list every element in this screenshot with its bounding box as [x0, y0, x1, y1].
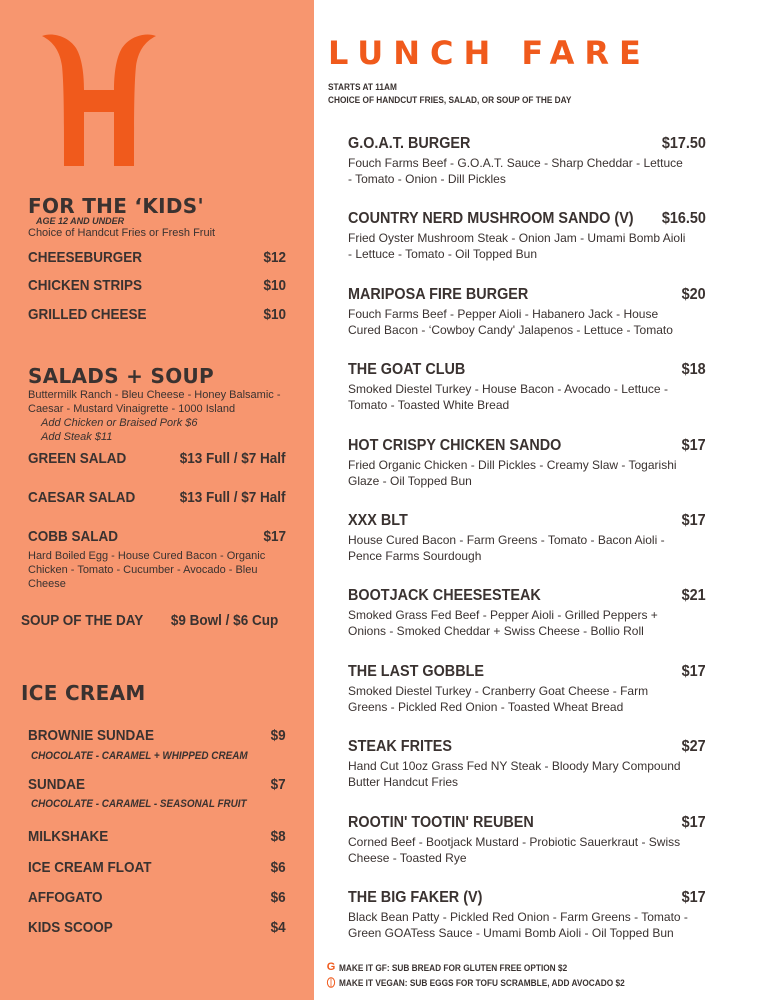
icecream-item-name: BROWNIE SUNDAE	[28, 727, 155, 744]
menu-item	[348, 889, 708, 941]
icecream-item-name: AFFOGATO	[28, 889, 103, 906]
salads-add-steak: Add Steak $11	[41, 431, 113, 443]
menu-item	[348, 135, 708, 187]
cobb-salad-desc: Hard Boiled Egg - House Cured Bacon - Organic Chicken - Tomato - Cucumber - Avocado - Bleu Cheese	[28, 550, 266, 590]
menu-item-desc: Corned Beef - Bootjack Mustard - Probiotic Sauerkraut - Swiss Cheese - Toasted Rye	[348, 835, 681, 865]
lunch-title: LUNCH FARE	[328, 34, 651, 72]
salad-item-name: COBB SALAD	[28, 528, 118, 545]
menu-item	[348, 814, 708, 866]
menu-item-desc: Smoked Diestel Turkey - Cranberry Goat Cheese - Farm Greens - Pickled Red Onion - Toasted Wheat Bread	[348, 684, 649, 714]
lunch-choice: CHOICE OF HANDCUT FRIES, SALAD, OR SOUP OF THE DAY	[328, 95, 572, 105]
kids-item-price: $10	[263, 277, 286, 294]
menu-item-desc: Fried Oyster Mushroom Steak - Onion Jam - Umami Bomb Aioli - Lettuce - Tomato - Oil Topped Bun	[348, 231, 686, 261]
menu-item-price: $18	[681, 361, 706, 378]
menu-item-price: $17.50	[661, 135, 706, 152]
icecream-item-sub: CHOCOLATE - CARAMEL + WHIPPED CREAM	[31, 750, 248, 762]
gluten-free-icon: G	[326, 961, 336, 973]
icecream-title: ICE CREAM	[21, 681, 146, 705]
kids-item-name: CHICKEN STRIPS	[28, 277, 143, 294]
salads-title: SALADS + SOUP	[28, 364, 214, 388]
menu-item-name: ROOTIN' TOOTIN' REUBEN	[348, 814, 534, 831]
menu-item-price: $17	[681, 512, 706, 529]
icecream-item-name: MILKSHAKE	[28, 828, 109, 845]
kids-item-name: GRILLED CHEESE	[28, 306, 147, 323]
menu-item-desc: Fouch Farms Beef - Pepper Aioli - Habanero Jack - House Cured Bacon - ‘Cowboy Candy' Jalapenos - Lettuce - Tomato	[348, 307, 673, 337]
icecream-item-name: SUNDAE	[28, 776, 86, 793]
kids-age: AGE 12 AND UNDER	[36, 216, 125, 226]
menu-item-name: HOT CRISPY CHICKEN SANDO	[348, 437, 562, 454]
vegan-price: $2	[615, 977, 625, 988]
h-horns-logo-icon	[38, 30, 160, 170]
salads-add-chicken: Add Chicken or Braised Pork $6	[41, 417, 198, 429]
icecream-item-sub: CHOCOLATE - CARAMEL - SEASONAL FRUIT	[31, 798, 247, 810]
menu-item-desc: Fouch Farms Beef - G.O.A.T. Sauce - Sharp Cheddar - Lettuce - Tomato - Onion - Dill Pickles	[348, 156, 683, 186]
icecream-item-price: $7	[270, 776, 286, 793]
salad-item-name: GREEN SALAD	[28, 450, 127, 467]
menu-item-name: XXX BLT	[348, 512, 408, 529]
menu-item-price: $16.50	[661, 210, 706, 227]
menu-item-name: STEAK FRITES	[348, 738, 453, 755]
menu-item-desc: Smoked Grass Fed Beef - Pepper Aioli - Grilled Peppers + Onions - Smoked Cheddar + Swiss Cheese - Bollio Roll	[348, 608, 658, 638]
menu-item-desc: Black Bean Patty - Pickled Red Onion - Farm Greens - Tomato - Green GOATess Sauce - Umami Bomb Aioli - Oil Topped Bun	[348, 910, 688, 940]
icecream-item-name: ICE CREAM FLOAT	[28, 859, 152, 876]
menu-item-name: BOOTJACK CHEESESTEAK	[348, 587, 541, 604]
kids-item-name: CHEESEBURGER	[28, 249, 143, 266]
kids-title: FOR THE ‘KIDS'	[28, 194, 204, 218]
soup-price: $9 Bowl / $6 Cup	[170, 612, 278, 629]
menu-item-name: THE LAST GOBBLE	[348, 663, 484, 680]
menu-item-name: THE BIG FAKER (V)	[348, 889, 483, 906]
menu-item-price: $17	[681, 663, 706, 680]
vegan-note	[326, 977, 650, 988]
menu-item-name: THE GOAT CLUB	[348, 361, 466, 378]
gf-note	[326, 962, 587, 973]
menu-item-name: COUNTRY NERD MUSHROOM SANDO (V)	[348, 210, 634, 227]
menu-item	[348, 738, 708, 790]
kids-item-price: $10	[263, 306, 286, 323]
gf-text: MAKE IT GF: SUB BREAD FOR GLUTEN FREE OPTION	[339, 962, 556, 973]
salads-dressings: Buttermilk Ranch - Bleu Cheese - Honey Balsamic - Caesar - Mustard Vinaigrette - 1000 Island	[28, 389, 281, 415]
icecream-item-price: $8	[270, 828, 286, 845]
menu-item-price: $20	[681, 286, 706, 303]
menu-item	[348, 361, 708, 413]
vegan-leaf-icon	[326, 977, 336, 988]
lunch-starts: STARTS AT 11AM	[328, 82, 397, 92]
menu-item-price: $27	[681, 738, 706, 755]
menu-item	[348, 512, 708, 564]
menu-item-desc: Fried Organic Chicken - Dill Pickles - Creamy Slaw - Togarishi Glaze - Oil Topped Bun	[348, 458, 677, 488]
menu-item	[348, 663, 708, 715]
menu-item-price: $17	[681, 814, 706, 831]
vegan-text: MAKE IT VEGAN: SUB EGGS FOR TOFU SCRAMBLE, ADD AVOCADO	[339, 977, 614, 988]
menu-item-name: G.O.A.T. BURGER	[348, 135, 471, 152]
icecream-item-price: $6	[270, 889, 286, 906]
salad-item-price: $13 Full / $7 Half	[180, 489, 286, 506]
salad-item-price: $17	[263, 528, 286, 545]
icecream-item-price: $9	[270, 727, 286, 744]
icecream-item-price: $6	[270, 859, 286, 876]
menu-item-desc: Smoked Diestel Turkey - House Bacon - Avocado - Lettuce - Tomato - Toasted White Bread	[348, 382, 668, 412]
menu-item-price: $17	[681, 437, 706, 454]
menu-item	[348, 437, 708, 489]
menu-item-price: $21	[681, 587, 706, 604]
menu-item-desc: Hand Cut 10oz Grass Fed NY Steak - Bloody Mary Compound Butter Handcut Fries	[348, 759, 681, 789]
menu-item	[348, 210, 708, 262]
menu-item-name: MARIPOSA FIRE BURGER	[348, 286, 529, 303]
menu-item	[348, 587, 708, 639]
soup-name: SOUP OF THE DAY	[21, 612, 144, 629]
menu-item-desc: House Cured Bacon - Farm Greens - Tomato - Bacon Aioli - Pence Farms Sourdough	[348, 533, 665, 563]
kids-choice: Choice of Handcut Fries or Fresh Fruit	[28, 227, 216, 239]
menu-item-price: $17	[681, 889, 706, 906]
icecream-item-price: $4	[270, 919, 286, 936]
menu-item	[348, 286, 708, 338]
salad-item-price: $13 Full / $7 Half	[180, 450, 286, 467]
gf-price: $2	[557, 962, 568, 973]
kids-item-price: $12	[263, 249, 286, 266]
icecream-item-name: KIDS SCOOP	[28, 919, 113, 936]
salad-item-name: CAESAR SALAD	[28, 489, 136, 506]
